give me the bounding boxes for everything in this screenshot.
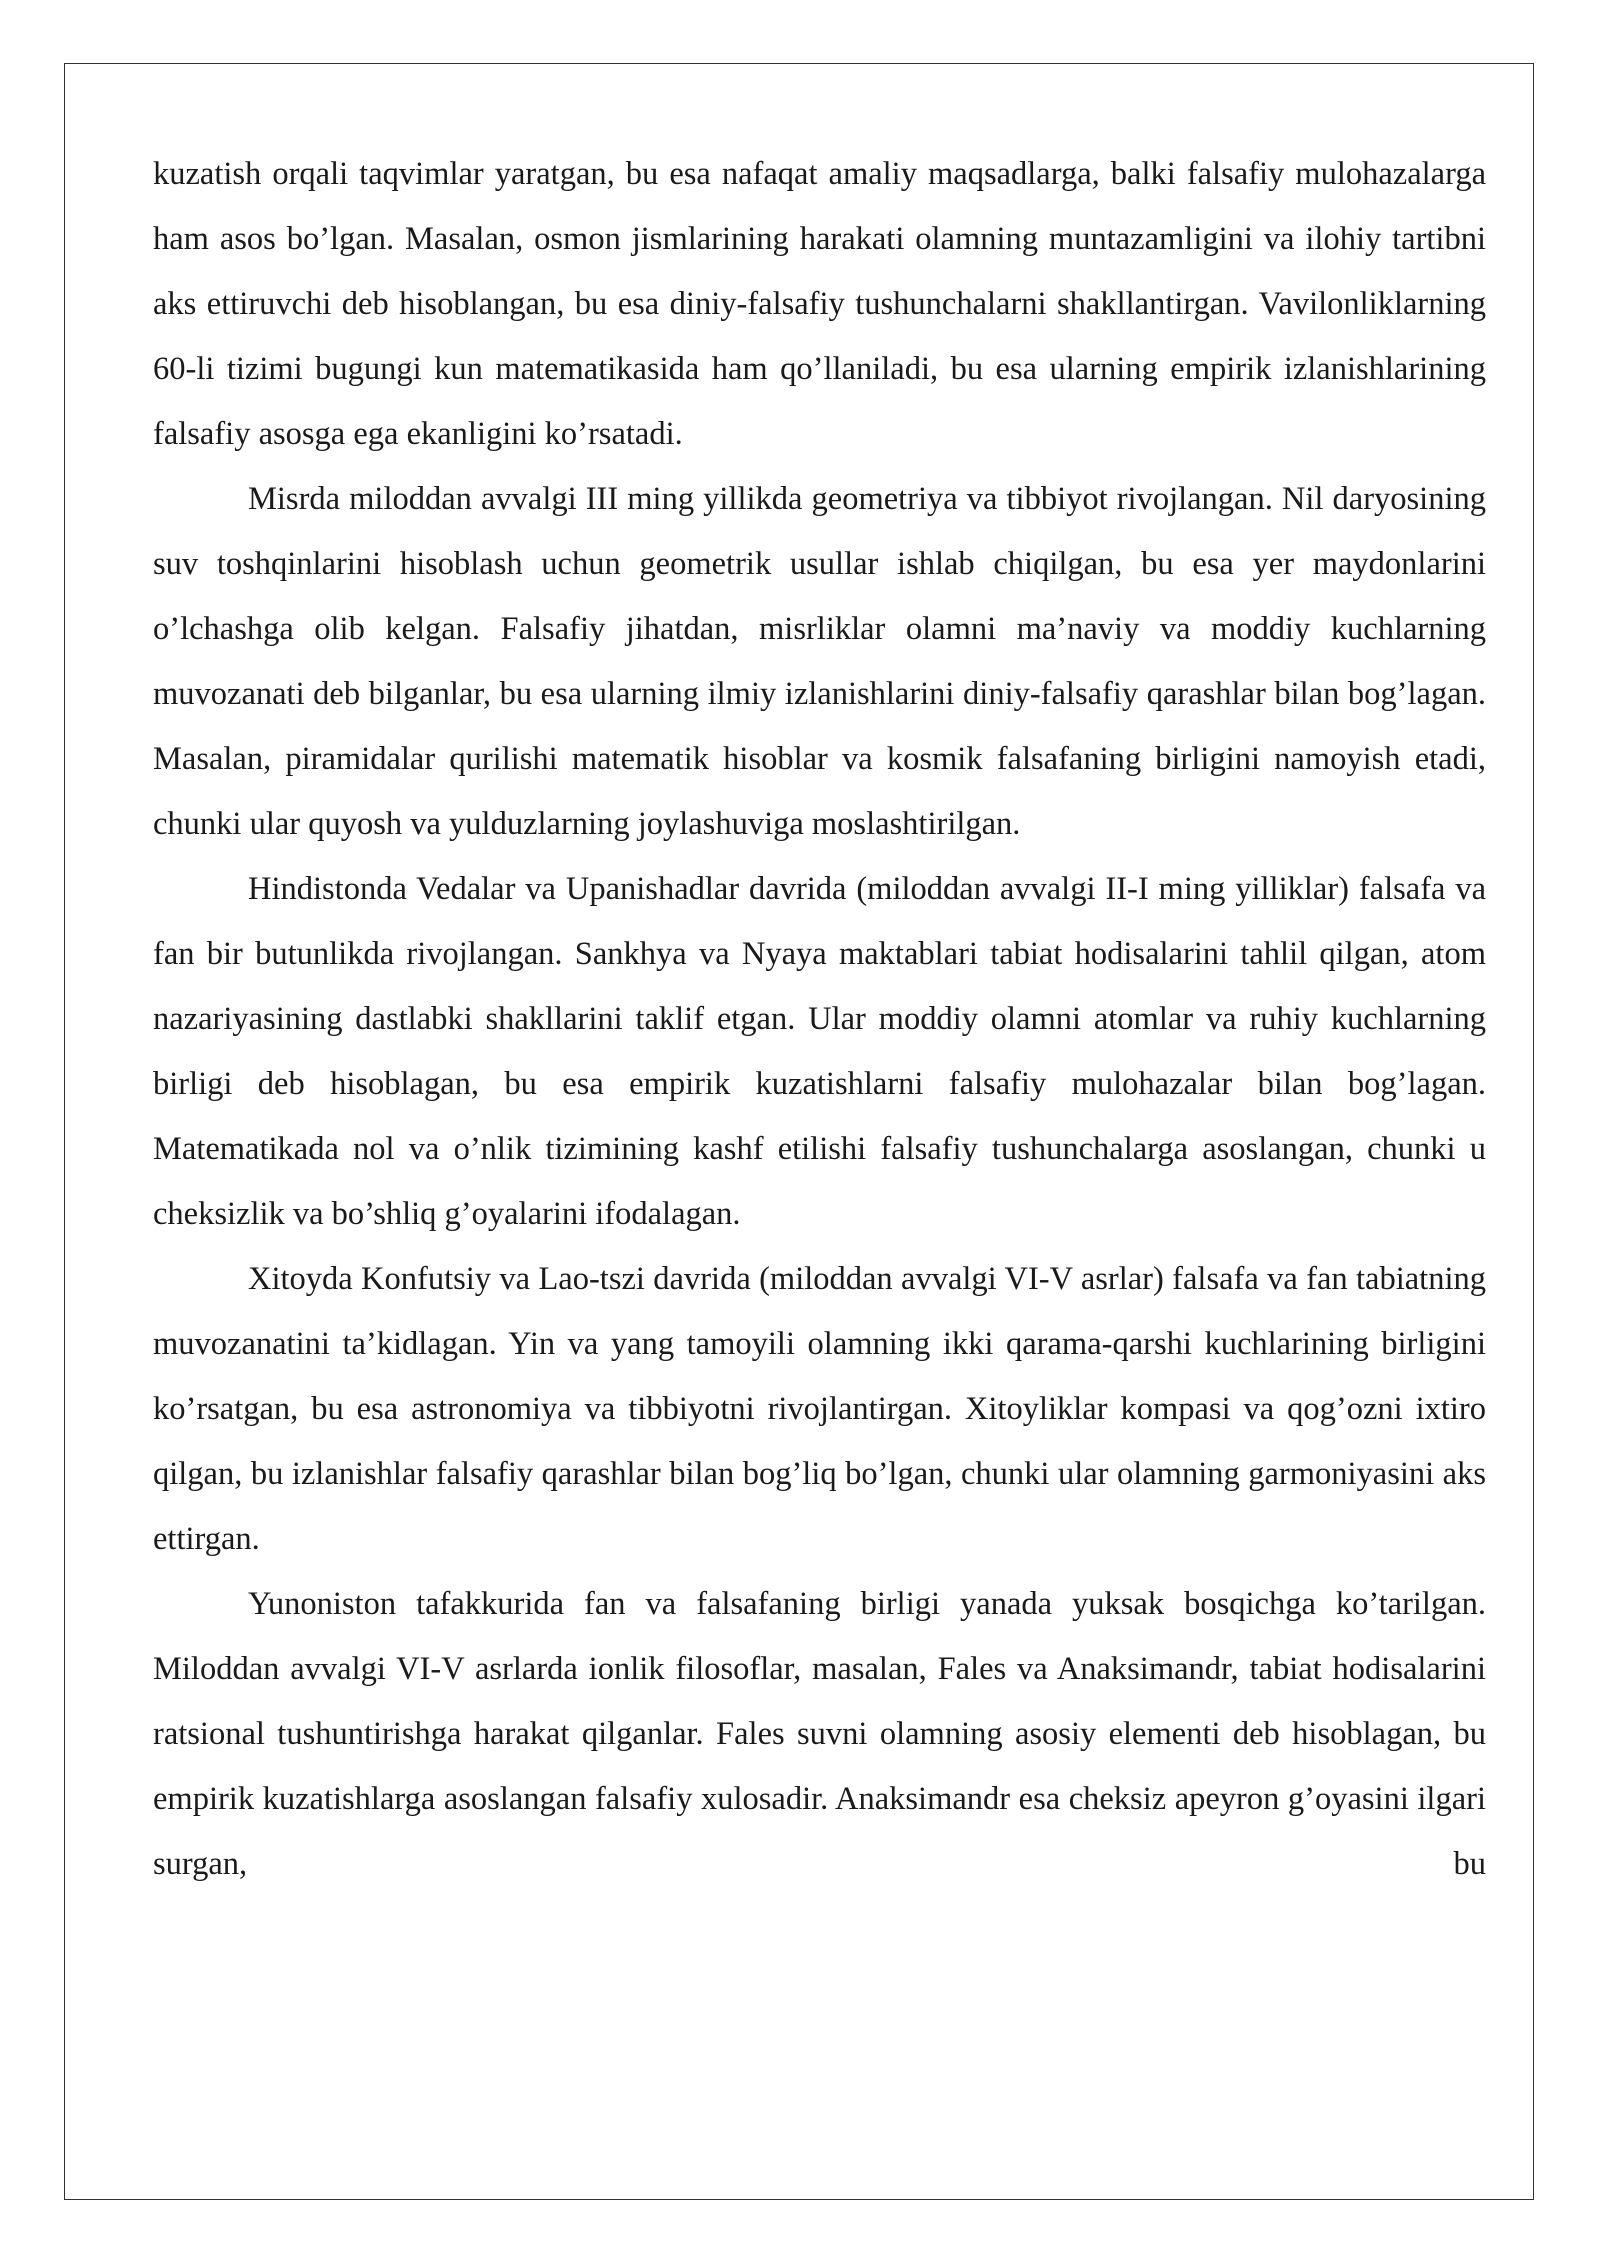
- paragraph-1: kuzatish orqali taqvimlar yaratgan, bu esa nafaqat amaliy maqsadlarga, balki falsafiy mulohazalarga ham asos bo’lgan. Masalan, osmon jismlarining harakati olamning muntazamligini va ilohiy tartibni aks ettiruvchi deb hisoblangan, bu esa diniy-falsafiy tushunchalarni shakllantirgan. Vavilonliklarning 60-li tizimi bugungi kun matematikasida ham qo’llaniladi, bu esa ularning empirik izlanishlarining falsafiy asosga ega ekanligini ko’rsatadi.: [153, 156, 1486, 452]
- document-body: [153, 142, 1486, 1897]
- paragraph-4: Xitoyda Konfutsiy va Lao-tszi davrida (miloddan avvalgi VI-V asrlar) falsafa va fan tabiatning muvozanatini ta’kidlagan. Yin va yang tamoyili olamning ikki qarama-qarshi kuchlarining birligini ko’rsatgan, bu esa astronomiya va tibbiyotni rivojlantirgan. Xitoyliklar kompasi va qog’ozni ixtiro qilgan, bu izlanishlar falsafiy qarashlar bilan bog’liq bo’lgan, chunki ular olamning garmoniyasini aks ettirgan.: [153, 1261, 1486, 1557]
- paragraph-2: Misrda miloddan avvalgi III ming yillikda geometriya va tibbiyot rivojlangan. Nil daryosining suv toshqinlarini hisoblash uchun geometrik usullar ishlab chiqilgan, bu esa yer maydonlarini o’lchashga olib kelgan. Falsafiy jihatdan, misrliklar olamni ma’naviy va moddiy kuchlarning muvozanati deb bilganlar, bu esa ularning ilmiy izlanishlarini diniy-falsafiy qarashlar bilan bog’lagan. Masalan, piramidalar qurilishi matematik hisoblar va kosmik falsafaning birligini namoyish etadi, chunki ular quyosh va yulduzlarning joylashuviga moslashtirilgan.: [153, 481, 1486, 842]
- paragraph-3: Hindistonda Vedalar va Upanishadlar davrida (miloddan avvalgi II-I ming yilliklar) falsafa va fan bir butunlikda rivojlangan. Sankhya va Nyaya maktablari tabiat hodisalarini tahlil qilgan, atom nazariyasining dastlabki shakllarini taklif etgan. Ular moddiy olamni atomlar va ruhiy kuchlarning birligi deb hisoblagan, bu esa empirik kuzatishlarni falsafiy mulohazalar bilan bog’lagan. Matematikada nol va o’nlik tizimining kashf etilishi falsafiy tushunchalarga asoslangan, chunki u cheksizlik va bo’shliq g’oyalarini ifodalagan.: [153, 871, 1486, 1232]
- paragraph-5: Yunoniston tafakkurida fan va falsafaning birligi yanada yuksak bosqichga ko’tarilgan. Miloddan avvalgi VI-V asrlarda ionlik filosoflar, masalan, Fales va Anaksimandr, tabiat hodisalarini ratsional tushuntirishga harakat qilganlar. Fales suvni olamning asosiy elementi deb hisoblagan, bu empirik kuzatishlarga asoslangan falsafiy xulosadir. Anaksimandr esa cheksiz apeyron g’oyasini ilgari surgan, bu: [153, 1586, 1486, 1882]
